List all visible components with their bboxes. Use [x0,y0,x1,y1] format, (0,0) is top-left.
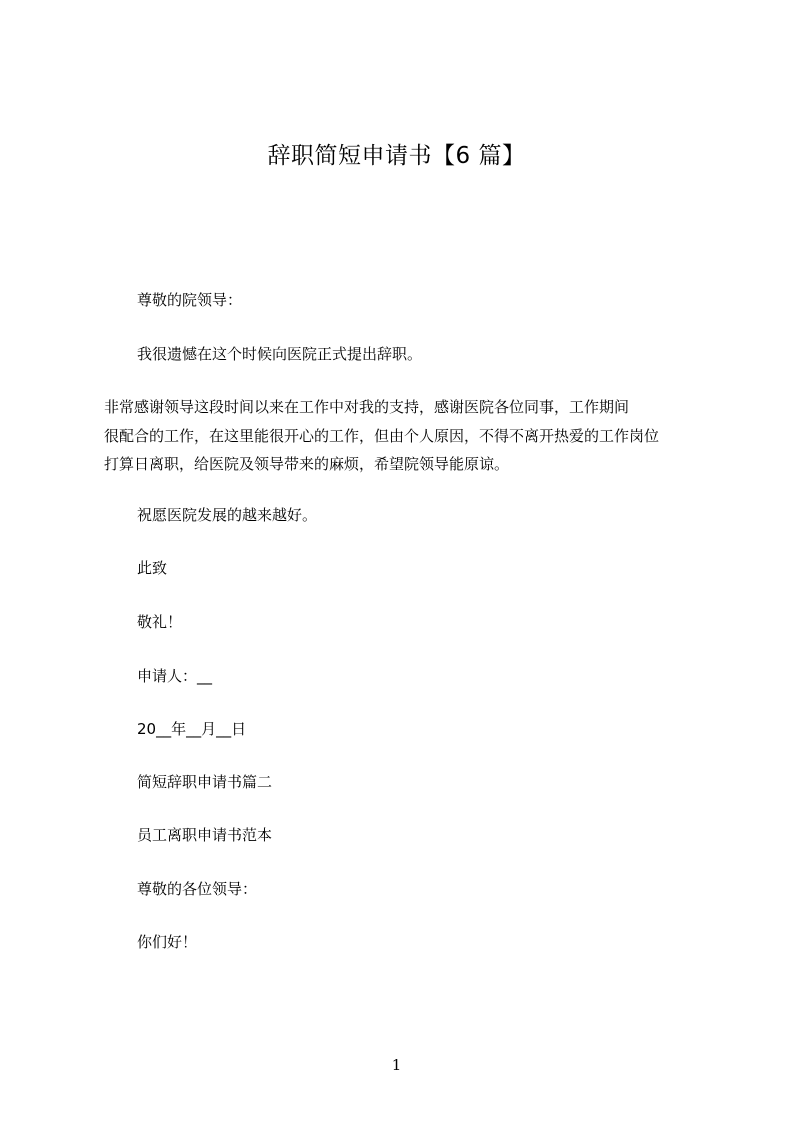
page-number: 1 [391,1056,402,1074]
paragraph-line: 非常感谢领导这段时间以来在工作中对我的支持，感谢医院各位同事，工作期间 [104,398,630,416]
salutation: 尊敬的院领导： [137,291,243,309]
paragraph-line: 很配合的工作，在这里能很开心的工作，但由个人原因，不得不离开热爱的工作岗位 [104,426,660,445]
date-line: 20__年__月__日 [137,720,247,738]
greeting: 你们好！ [137,933,198,951]
section-subheading: 员工离职申请书范本 [137,826,273,844]
applicant-line: 申请人：__ [137,667,213,685]
paragraph-thanks [104,393,704,479]
section-heading: 简短辞职申请书篇二 [137,773,273,791]
paragraph-intro: 我很遗憾在这个时候向医院正式提出辞职。 [137,345,423,363]
closing-salute: 敬礼！ [137,613,183,631]
closing-regards: 此致 [137,559,168,577]
salutation-2: 尊敬的各位领导： [137,880,258,898]
document-title: 辞职简短申请书【6 篇】 [267,143,526,169]
paragraph-wish: 祝愿医院发展的越来越好。 [137,506,318,524]
paragraph-line: 打算日离职，给医院及领导带来的麻烦，希望院领导能原谅。 [104,455,510,473]
